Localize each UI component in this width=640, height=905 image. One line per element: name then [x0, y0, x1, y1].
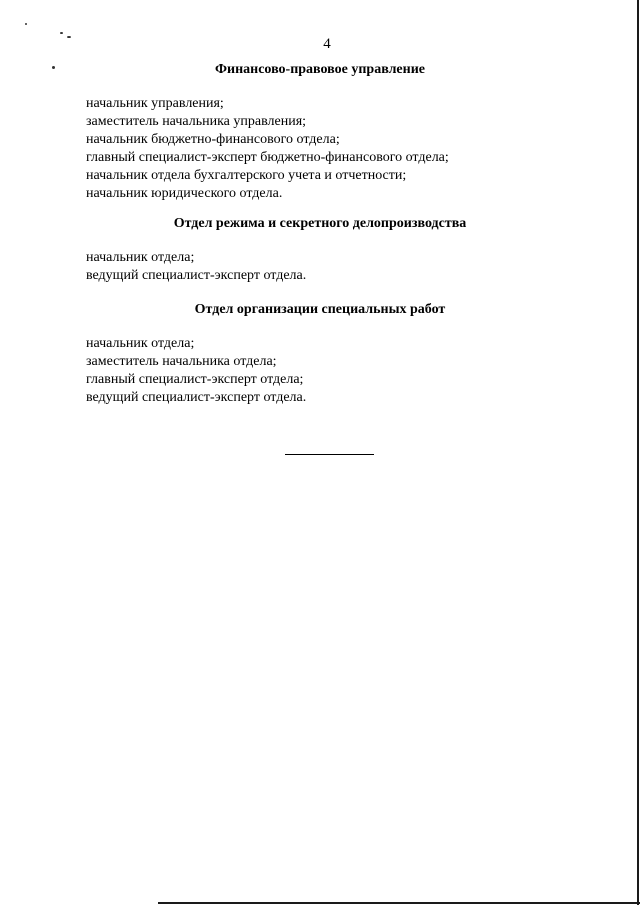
- scan-speck: [60, 32, 63, 34]
- list-item: ведущий специалист-эксперт отдела.: [86, 268, 307, 283]
- position-list-finance: [86, 95, 449, 203]
- scan-edge-bottom: [158, 902, 640, 904]
- position-list-special: [86, 335, 306, 407]
- list-item: начальник управления;: [86, 96, 224, 111]
- section-heading-secret: Отдел режима и секретного делопроизводства: [173, 216, 467, 231]
- list-item: главный специалист-эксперт отдела;: [86, 372, 304, 387]
- list-item: начальник отдела;: [86, 336, 195, 351]
- list-item: заместитель начальника управления;: [86, 114, 307, 129]
- scan-edge-right: [637, 0, 639, 905]
- end-of-document-rule: [285, 454, 374, 455]
- list-item: ведущий специалист-эксперт отдела.: [86, 390, 307, 405]
- position-list-secret: [86, 249, 306, 285]
- list-item: начальник отдела;: [86, 250, 195, 265]
- list-item: начальник отдела бухгалтерского учета и отчетности;: [86, 168, 407, 183]
- list-item: заместитель начальника отдела;: [86, 354, 277, 369]
- section-heading-special: Отдел организации специальных работ: [194, 302, 446, 317]
- list-item: главный специалист-эксперт бюджетно-финансового отдела;: [86, 150, 449, 165]
- list-item: начальник бюджетно-финансового отдела;: [86, 132, 340, 147]
- page-number: 4: [323, 36, 331, 52]
- list-item: начальник юридического отдела.: [86, 186, 283, 201]
- scan-speck: [25, 23, 27, 25]
- section-heading-finance: Финансово-правовое управление: [214, 62, 425, 77]
